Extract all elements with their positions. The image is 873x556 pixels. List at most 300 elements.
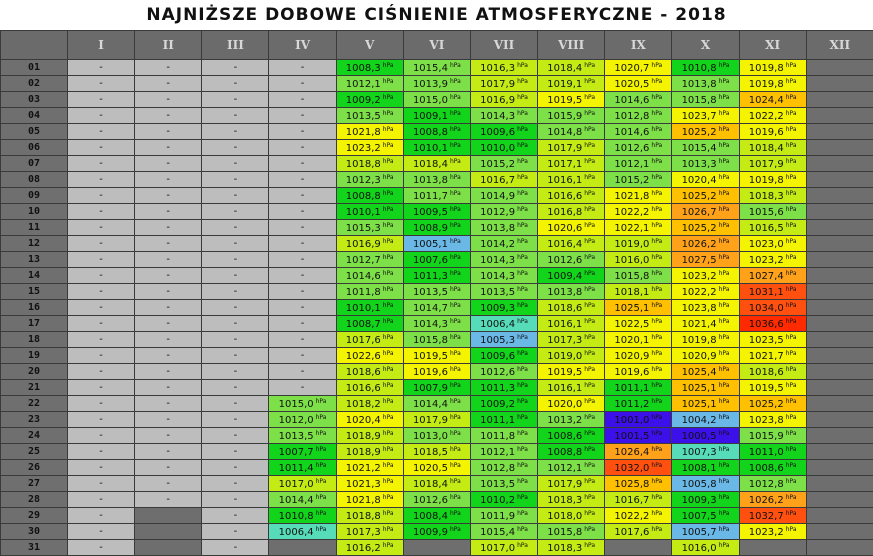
pressure-cell — [336, 348, 403, 364]
pressure-cell — [336, 220, 403, 236]
pressure-cell — [739, 108, 806, 124]
pressure-cell — [739, 124, 806, 140]
pressure-cell — [470, 124, 537, 140]
pressure-value: 1012,1 — [614, 159, 649, 170]
unit-label: hPa — [383, 126, 394, 133]
pressure-value: 1026,4 — [614, 447, 649, 458]
unit-label: hPa — [786, 238, 797, 245]
no-data-cell: - — [135, 252, 202, 268]
unit-label: hPa — [651, 110, 662, 117]
pressure-value: 1022,2 — [614, 511, 649, 522]
no-data-cell: - — [68, 492, 135, 508]
unit-label: hPa — [651, 510, 662, 517]
pressure-value: 1014,3 — [480, 111, 515, 122]
unit-label: hPa — [719, 318, 730, 325]
no-data-cell: - — [269, 140, 336, 156]
month-header: IV — [269, 31, 336, 60]
pressure-value: 1007,9 — [413, 383, 448, 394]
pressure-value: 1013,8 — [480, 223, 515, 234]
pressure-value: 1012,6 — [547, 255, 582, 266]
pressure-cell — [739, 412, 806, 428]
pressure-cell — [538, 172, 605, 188]
pressure-cell — [739, 76, 806, 92]
unit-label: hPa — [651, 446, 662, 453]
pressure-value: 1019,6 — [614, 367, 649, 378]
pressure-cell — [739, 92, 806, 108]
pressure-value: 1016,0 — [614, 255, 649, 266]
unit-label: hPa — [786, 334, 797, 341]
unit-label: hPa — [517, 94, 528, 101]
blank-cell — [806, 428, 873, 444]
unit-label: hPa — [651, 238, 662, 245]
no-data-cell: - — [269, 300, 336, 316]
pressure-cell — [605, 300, 672, 316]
unit-label: hPa — [786, 430, 797, 437]
unit-label: hPa — [383, 398, 394, 405]
blank-cell — [806, 252, 873, 268]
pressure-cell — [336, 316, 403, 332]
pressure-cell — [336, 108, 403, 124]
unit-label: hPa — [383, 254, 394, 261]
pressure-value: 1011,7 — [413, 191, 448, 202]
pressure-cell — [672, 476, 739, 492]
unit-label: hPa — [651, 366, 662, 373]
unit-label: hPa — [383, 206, 394, 213]
no-data-cell: - — [68, 396, 135, 412]
no-data-cell: - — [68, 508, 135, 524]
pressure-cell — [672, 92, 739, 108]
pressure-cell — [605, 396, 672, 412]
unit-label: hPa — [383, 526, 394, 533]
no-data-cell: - — [269, 364, 336, 380]
pressure-value: 1017,3 — [547, 335, 582, 346]
pressure-value: 1027,4 — [749, 271, 784, 282]
month-header: IX — [605, 31, 672, 60]
unit-label: hPa — [584, 366, 595, 373]
pressure-cell — [403, 76, 470, 92]
unit-label: hPa — [584, 462, 595, 469]
pressure-cell — [605, 188, 672, 204]
pressure-value: 1013,8 — [547, 287, 582, 298]
unit-label: hPa — [584, 382, 595, 389]
pressure-cell — [605, 460, 672, 476]
pressure-value: 1021,2 — [346, 463, 381, 474]
unit-label: hPa — [450, 350, 461, 357]
unit-label: hPa — [651, 78, 662, 85]
pressure-cell — [403, 396, 470, 412]
unit-label: hPa — [719, 478, 730, 485]
pressure-value: 1010,1 — [413, 143, 448, 154]
unit-label: hPa — [719, 270, 730, 277]
unit-label: hPa — [719, 78, 730, 85]
no-data-cell: - — [202, 476, 269, 492]
unit-label: hPa — [786, 302, 797, 309]
table-row — [1, 396, 873, 412]
no-data-cell: - — [68, 220, 135, 236]
pressure-cell — [538, 156, 605, 172]
no-data-cell: - — [68, 204, 135, 220]
pressure-value: 1023,8 — [749, 415, 784, 426]
unit-label: hPa — [786, 110, 797, 117]
blank-cell — [806, 60, 873, 76]
day-label: 24 — [1, 428, 68, 444]
no-data-cell: - — [68, 332, 135, 348]
pressure-value: 1016,8 — [547, 207, 582, 218]
pressure-cell — [605, 332, 672, 348]
no-data-cell: - — [135, 444, 202, 460]
pressure-cell — [403, 284, 470, 300]
unit-label: hPa — [450, 222, 461, 229]
pressure-value: 1025,2 — [749, 399, 784, 410]
pressure-value: 1020,4 — [682, 175, 717, 186]
unit-label: hPa — [651, 62, 662, 69]
pressure-cell — [336, 332, 403, 348]
pressure-value: 1012,8 — [480, 463, 515, 474]
unit-label: hPa — [450, 158, 461, 165]
table-row — [1, 124, 873, 140]
pressure-cell — [470, 172, 537, 188]
no-data-cell: - — [202, 524, 269, 540]
unit-label: hPa — [450, 270, 461, 277]
pressure-value: 1020,5 — [614, 79, 649, 90]
unit-label: hPa — [651, 430, 662, 437]
pressure-value: 1009,2 — [480, 399, 515, 410]
unit-label: hPa — [517, 542, 528, 549]
unit-label: hPa — [584, 318, 595, 325]
table-row — [1, 268, 873, 284]
pressure-value: 1015,2 — [614, 175, 649, 186]
no-data-cell: - — [269, 268, 336, 284]
unit-label: hPa — [584, 254, 595, 261]
no-data-cell: - — [202, 444, 269, 460]
unit-label: hPa — [450, 526, 461, 533]
table-row — [1, 188, 873, 204]
unit-label: hPa — [383, 286, 394, 293]
no-data-cell: - — [202, 284, 269, 300]
unit-label: hPa — [517, 158, 528, 165]
pressure-value: 1032,0 — [614, 463, 649, 474]
no-data-cell: - — [202, 252, 269, 268]
no-data-cell: - — [68, 140, 135, 156]
pressure-cell — [538, 508, 605, 524]
no-data-cell: - — [135, 92, 202, 108]
pressure-value: 1008,8 — [346, 191, 381, 202]
unit-label: hPa — [651, 126, 662, 133]
pressure-value: 1014,9 — [480, 191, 515, 202]
pressure-value: 1015,6 — [749, 207, 784, 218]
pressure-cell — [336, 492, 403, 508]
no-data-cell: - — [68, 172, 135, 188]
no-data-cell: - — [202, 540, 269, 556]
pressure-cell — [403, 268, 470, 284]
pressure-cell — [470, 348, 537, 364]
pressure-value: 1018,4 — [413, 159, 448, 170]
unit-label: hPa — [383, 62, 394, 69]
pressure-value: 1005,3 — [480, 335, 515, 346]
blank-cell — [806, 284, 873, 300]
pressure-cell — [739, 284, 806, 300]
unit-label: hPa — [786, 174, 797, 181]
pressure-cell — [672, 76, 739, 92]
table-row — [1, 540, 873, 556]
unit-label: hPa — [383, 302, 394, 309]
pressure-cell — [739, 364, 806, 380]
pressure-value: 1012,6 — [480, 367, 515, 378]
unit-label: hPa — [450, 238, 461, 245]
pressure-value: 1020,4 — [346, 415, 381, 426]
no-data-cell: - — [269, 124, 336, 140]
unit-label: hPa — [786, 350, 797, 357]
pressure-value: 1018,6 — [749, 367, 784, 378]
unit-label: hPa — [786, 318, 797, 325]
pressure-value: 1001,5 — [614, 431, 649, 442]
unit-label: hPa — [584, 430, 595, 437]
pressure-value: 1016,0 — [682, 543, 717, 554]
no-data-cell: - — [68, 524, 135, 540]
unit-label: hPa — [383, 478, 394, 485]
pressure-value: 1008,9 — [413, 223, 448, 234]
pressure-value: 1009,4 — [547, 271, 582, 282]
pressure-value: 1015,4 — [682, 143, 717, 154]
unit-label: hPa — [450, 398, 461, 405]
pressure-value: 1009,5 — [413, 207, 448, 218]
pressure-cell — [739, 508, 806, 524]
unit-label: hPa — [450, 462, 461, 469]
pressure-value: 1008,8 — [547, 447, 582, 458]
day-label: 25 — [1, 444, 68, 460]
day-label: 06 — [1, 140, 68, 156]
pressure-cell — [538, 476, 605, 492]
pressure-cell — [605, 140, 672, 156]
no-data-cell: - — [269, 156, 336, 172]
table-row — [1, 92, 873, 108]
pressure-value: 1009,6 — [480, 351, 515, 362]
pressure-cell — [672, 364, 739, 380]
no-data-cell: - — [202, 348, 269, 364]
unit-label: hPa — [651, 206, 662, 213]
blank-cell — [806, 540, 873, 556]
pressure-cell — [470, 220, 537, 236]
unit-label: hPa — [450, 430, 461, 437]
pressure-cell — [336, 172, 403, 188]
pressure-value: 1015,8 — [614, 271, 649, 282]
pressure-value: 1018,3 — [749, 191, 784, 202]
no-data-cell: - — [135, 300, 202, 316]
pressure-value: 1019,8 — [749, 63, 784, 74]
unit-label: hPa — [383, 190, 394, 197]
unit-label: hPa — [786, 526, 797, 533]
unit-label: hPa — [517, 478, 528, 485]
month-header: XII — [806, 31, 873, 60]
unit-label: hPa — [450, 446, 461, 453]
pressure-value: 1009,6 — [480, 127, 515, 138]
pressure-value: 1014,7 — [413, 303, 448, 314]
unit-label: hPa — [450, 286, 461, 293]
blank-cell — [806, 92, 873, 108]
pressure-value: 1013,0 — [413, 431, 448, 442]
unit-label: hPa — [584, 142, 595, 149]
pressure-value: 1019,8 — [682, 335, 717, 346]
blank-cell — [806, 476, 873, 492]
pressure-value: 1013,5 — [480, 479, 515, 490]
no-data-cell: - — [269, 316, 336, 332]
unit-label: hPa — [786, 62, 797, 69]
unit-label: hPa — [517, 446, 528, 453]
pressure-cell — [269, 524, 336, 540]
no-data-cell: - — [135, 428, 202, 444]
unit-label: hPa — [651, 286, 662, 293]
pressure-cell — [403, 236, 470, 252]
no-data-cell: - — [135, 476, 202, 492]
pressure-value: 1010,1 — [346, 303, 381, 314]
pressure-value: 1005,8 — [682, 479, 717, 490]
unit-label: hPa — [651, 270, 662, 277]
blank-cell — [135, 524, 202, 540]
pressure-cell — [605, 364, 672, 380]
unit-label: hPa — [517, 430, 528, 437]
unit-label: hPa — [651, 222, 662, 229]
no-data-cell: - — [135, 364, 202, 380]
pressure-cell — [403, 332, 470, 348]
blank-cell — [135, 540, 202, 556]
pressure-value: 1018,6 — [547, 303, 582, 314]
unit-label: hPa — [450, 382, 461, 389]
no-data-cell: - — [68, 252, 135, 268]
pressure-cell — [269, 412, 336, 428]
unit-label: hPa — [786, 398, 797, 405]
unit-label: hPa — [651, 462, 662, 469]
pressure-value: 1024,4 — [749, 95, 784, 106]
pressure-cell — [470, 444, 537, 460]
pressure-cell — [470, 476, 537, 492]
pressure-value: 1023,2 — [346, 143, 381, 154]
pressure-cell — [269, 508, 336, 524]
pressure-cell — [672, 108, 739, 124]
pressure-value: 1014,3 — [413, 319, 448, 330]
pressure-cell — [605, 524, 672, 540]
no-data-cell: - — [202, 332, 269, 348]
pressure-value: 1018,9 — [346, 447, 381, 458]
pressure-value: 1018,4 — [413, 479, 448, 490]
unit-label: hPa — [584, 302, 595, 309]
unit-label: hPa — [719, 526, 730, 533]
no-data-cell: - — [68, 108, 135, 124]
pressure-cell — [269, 460, 336, 476]
unit-label: hPa — [383, 510, 394, 517]
pressure-cell — [336, 540, 403, 556]
pressure-cell — [336, 252, 403, 268]
pressure-value: 1020,5 — [413, 463, 448, 474]
unit-label: hPa — [651, 318, 662, 325]
month-header: VI — [403, 31, 470, 60]
unit-label: hPa — [651, 142, 662, 149]
pressure-value: 1005,1 — [413, 239, 448, 250]
pressure-value: 1019,5 — [749, 383, 784, 394]
pressure-value: 1016,1 — [547, 319, 582, 330]
pressure-cell — [739, 268, 806, 284]
month-header: III — [202, 31, 269, 60]
unit-label: hPa — [719, 366, 730, 373]
unit-label: hPa — [517, 382, 528, 389]
unit-label: hPa — [584, 110, 595, 117]
unit-label: hPa — [786, 366, 797, 373]
pressure-value: 1009,2 — [346, 95, 381, 106]
pressure-cell — [538, 108, 605, 124]
pressure-value: 1013,8 — [682, 79, 717, 90]
blank-cell — [806, 348, 873, 364]
blank-cell — [806, 220, 873, 236]
pressure-value: 1007,7 — [279, 447, 314, 458]
table-row — [1, 140, 873, 156]
unit-label: hPa — [719, 174, 730, 181]
pressure-value: 1011,3 — [413, 271, 448, 282]
pressure-value: 1016,6 — [346, 383, 381, 394]
pressure-value: 1023,5 — [749, 335, 784, 346]
unit-label: hPa — [383, 110, 394, 117]
pressure-cell — [403, 204, 470, 220]
pressure-cell — [605, 108, 672, 124]
pressure-cell — [269, 428, 336, 444]
pressure-cell — [403, 476, 470, 492]
no-data-cell: - — [135, 108, 202, 124]
no-data-cell: - — [269, 332, 336, 348]
day-label: 14 — [1, 268, 68, 284]
pressure-value: 1017,9 — [413, 415, 448, 426]
pressure-value: 1016,2 — [346, 543, 381, 554]
table-row — [1, 476, 873, 492]
pressure-value: 1016,7 — [480, 175, 515, 186]
pressure-value: 1013,5 — [346, 111, 381, 122]
unit-label: hPa — [584, 190, 595, 197]
day-label: 22 — [1, 396, 68, 412]
pressure-cell — [538, 460, 605, 476]
pressure-value: 1011,9 — [480, 511, 515, 522]
pressure-value: 1025,8 — [614, 479, 649, 490]
unit-label: hPa — [719, 238, 730, 245]
blank-cell — [806, 124, 873, 140]
pressure-value: 1012,0 — [279, 415, 314, 426]
unit-label: hPa — [383, 318, 394, 325]
unit-label: hPa — [584, 286, 595, 293]
table-row — [1, 108, 873, 124]
pressure-cell — [403, 364, 470, 380]
unit-label: hPa — [719, 414, 730, 421]
pressure-cell — [470, 140, 537, 156]
pressure-cell — [739, 396, 806, 412]
no-data-cell: - — [269, 348, 336, 364]
no-data-cell: - — [135, 204, 202, 220]
pressure-cell — [672, 252, 739, 268]
pressure-value: 1021,8 — [614, 191, 649, 202]
pressure-cell — [672, 316, 739, 332]
no-data-cell: - — [202, 188, 269, 204]
pressure-cell — [403, 460, 470, 476]
unit-label: hPa — [517, 526, 528, 533]
pressure-cell — [538, 444, 605, 460]
unit-label: hPa — [719, 190, 730, 197]
pressure-value: 1013,5 — [413, 287, 448, 298]
pressure-value: 1012,6 — [413, 495, 448, 506]
pressure-value: 1018,3 — [547, 495, 582, 506]
unit-label: hPa — [450, 366, 461, 373]
pressure-cell — [470, 268, 537, 284]
pressure-value: 1018,4 — [749, 143, 784, 154]
unit-label: hPa — [786, 462, 797, 469]
unit-label: hPa — [584, 62, 595, 69]
unit-label: hPa — [517, 110, 528, 117]
pressure-cell — [538, 300, 605, 316]
pressure-value: 1021,8 — [346, 127, 381, 138]
